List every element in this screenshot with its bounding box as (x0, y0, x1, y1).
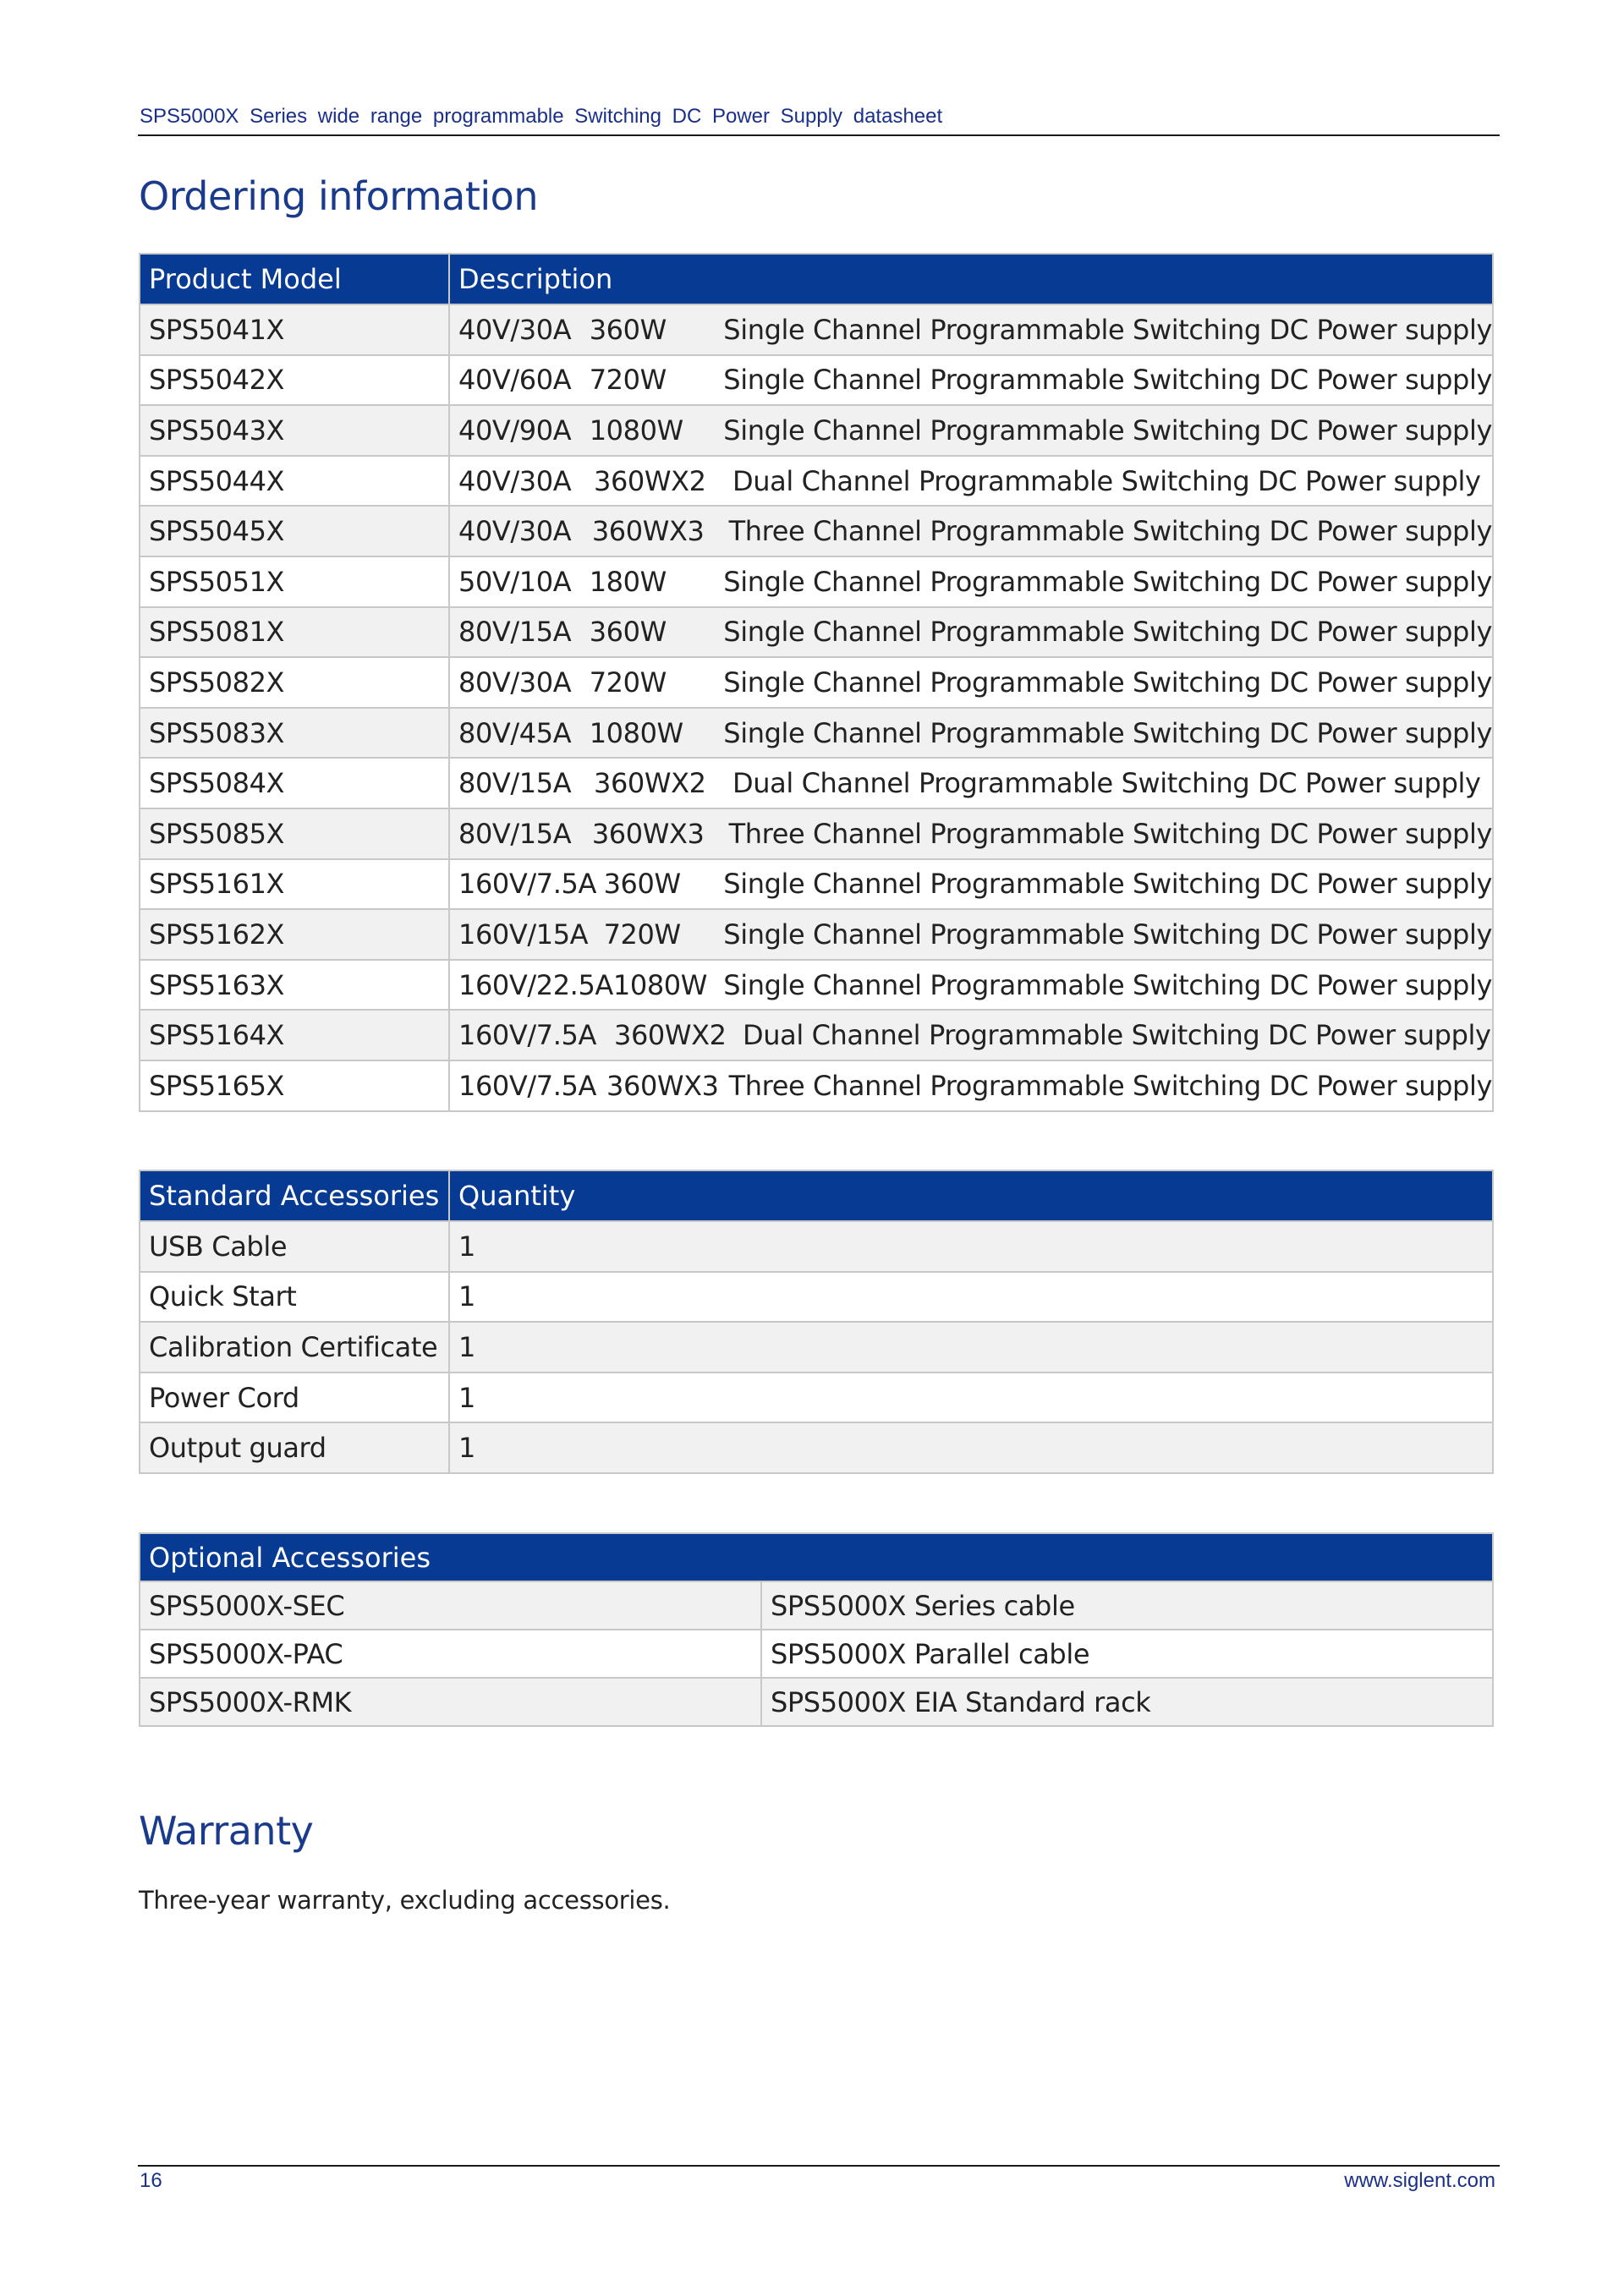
rating-text: 80V/45A (458, 716, 572, 749)
table-row (140, 758, 1493, 808)
power-text: 360W (589, 313, 667, 346)
running-header: SPS5000X Series wide range programmable Switching DC Power Supply datasheet (140, 105, 943, 128)
description-cell (449, 960, 1493, 1011)
description-text: Dual Channel Programmable Switching DC Power supply (732, 464, 1481, 497)
product-model-cell: SPS5165X (140, 1060, 449, 1111)
description-text: Single Channel Programmable Switching DC Power supply (723, 364, 1492, 397)
rating-text: 80V/15A (458, 817, 572, 850)
description-cell (449, 1010, 1493, 1060)
power-text: 720W (589, 666, 667, 699)
table-row (140, 1373, 1493, 1423)
description-cell (449, 808, 1493, 859)
footer-divider (138, 2165, 1500, 2167)
rating-text: 160V/7.5A (458, 868, 596, 901)
table-row (140, 1581, 1493, 1630)
description-text: Single Channel Programmable Switching DC Power supply (723, 968, 1492, 1001)
ordering-title: Ordering information (139, 173, 538, 219)
description-cell (449, 456, 1493, 507)
description-wrapper (458, 666, 1492, 699)
product-model-cell: SPS5045X (140, 506, 449, 556)
table-row (140, 1272, 1493, 1323)
power-text: 360WX2 (594, 767, 706, 800)
header-divider (138, 134, 1500, 136)
product-model-cell: SPS5161X (140, 859, 449, 910)
rating-text: 50V/10A (458, 565, 572, 598)
table-row (140, 1060, 1493, 1111)
quantity-cell: 1 (449, 1422, 1493, 1473)
col-header-quantity: Quantity (449, 1170, 1493, 1221)
col-header-description: Description (449, 254, 1493, 304)
description-cell (449, 405, 1493, 456)
description-wrapper (458, 969, 1492, 1001)
table-row (140, 556, 1493, 607)
power-text: 360W (603, 868, 681, 901)
description-wrapper (458, 566, 1492, 598)
description-text: Dual Channel Programmable Switching DC Power supply (732, 767, 1481, 800)
description-cell (449, 506, 1493, 556)
product-model-cell: SPS5163X (140, 960, 449, 1011)
description-cell (449, 657, 1493, 708)
product-model-cell: SPS5043X (140, 405, 449, 456)
accessory-name-cell: Power Cord (140, 1373, 449, 1423)
description-cell (449, 607, 1493, 658)
description-wrapper (458, 314, 1492, 346)
rating-text: 40V/60A (458, 364, 572, 397)
standard-accessories-table (139, 1170, 1494, 1474)
description-cell (449, 758, 1493, 808)
description-wrapper (458, 717, 1492, 749)
rating-text: 40V/30A (458, 464, 572, 497)
product-model-cell: SPS5162X (140, 909, 449, 960)
table-row (140, 859, 1493, 910)
product-model-cell: SPS5042X (140, 355, 449, 406)
description-text: Single Channel Programmable Switching DC Power supply (723, 414, 1492, 447)
description-cell (449, 556, 1493, 607)
description-text: Single Channel Programmable Switching DC Power supply (723, 918, 1492, 951)
description-text: Single Channel Programmable Switching DC Power supply (723, 616, 1492, 649)
table-row (140, 1010, 1493, 1060)
description-text: Single Channel Programmable Switching DC Power supply (723, 716, 1492, 749)
description-text: Single Channel Programmable Switching DC Power supply (723, 313, 1492, 346)
table-row (140, 1422, 1493, 1473)
part-number-cell: SPS5000X-PAC (140, 1630, 761, 1678)
product-model-cell: SPS5041X (140, 304, 449, 355)
rating-text: 80V/30A (458, 666, 572, 699)
rating-text: 160V/22.5A (458, 968, 613, 1001)
accessory-name-cell: Output guard (140, 1422, 449, 1473)
table-row (140, 657, 1493, 708)
description-wrapper (458, 1070, 1492, 1102)
description-text: Three Channel Programmable Switching DC Power supply (728, 515, 1492, 548)
power-text: 1080W (589, 414, 683, 447)
table-row (140, 355, 1493, 406)
page-number: 16 (140, 2169, 162, 2192)
col-header-standard-accessories: Standard Accessories (140, 1170, 449, 1221)
col-header-product-model: Product Model (140, 254, 449, 304)
accessory-name-cell: USB Cable (140, 1221, 449, 1272)
description-wrapper (458, 818, 1492, 850)
description-text: Three Channel Programmable Switching DC Power supply (728, 1069, 1492, 1102)
optional-accessories-body (140, 1581, 1493, 1726)
description-cell (449, 355, 1493, 406)
table-row (140, 506, 1493, 556)
product-model-cell: SPS5044X (140, 456, 449, 507)
table-row (140, 960, 1493, 1011)
description-cell (449, 304, 1493, 355)
ordering-table (139, 253, 1494, 1112)
rating-text: 40V/30A (458, 515, 572, 548)
quantity-cell: 1 (449, 1221, 1493, 1272)
description-wrapper (458, 414, 1492, 447)
accessory-name-cell: Quick Start (140, 1272, 449, 1323)
power-text: 1080W (612, 968, 707, 1001)
description-wrapper (458, 616, 1492, 648)
product-model-cell: SPS5082X (140, 657, 449, 708)
rating-text: 80V/15A (458, 767, 572, 800)
power-text: 360WX2 (614, 1019, 727, 1052)
description-cell (449, 859, 1493, 910)
description-text: Single Channel Programmable Switching DC Power supply (723, 868, 1492, 901)
description-wrapper (458, 918, 1492, 951)
optional-accessories-table (139, 1532, 1494, 1727)
description-wrapper (458, 465, 1492, 497)
product-model-cell: SPS5081X (140, 607, 449, 658)
rating-text: 160V/7.5A (458, 1069, 596, 1102)
description-wrapper (458, 515, 1492, 547)
warranty-title: Warranty (139, 1808, 314, 1854)
quantity-cell: 1 (449, 1272, 1493, 1323)
product-model-cell: SPS5083X (140, 708, 449, 759)
rating-text: 80V/15A (458, 616, 572, 649)
quantity-cell: 1 (449, 1322, 1493, 1373)
table-row (140, 1630, 1493, 1678)
description-wrapper (458, 364, 1492, 396)
power-text: 180W (589, 565, 667, 598)
description-text: Single Channel Programmable Switching DC Power supply (723, 666, 1492, 699)
rating-text: 160V/7.5A (458, 1019, 596, 1052)
part-number-cell: SPS5000X-SEC (140, 1581, 761, 1630)
part-description-cell: SPS5000X Series cable (761, 1581, 1493, 1630)
table-row (140, 1678, 1493, 1726)
description-wrapper (458, 1019, 1492, 1051)
power-text: 360W (589, 616, 667, 649)
power-text: 720W (603, 918, 681, 951)
power-text: 360WX3 (606, 1069, 719, 1102)
part-description-cell: SPS5000X Parallel cable (761, 1630, 1493, 1678)
description-wrapper (458, 868, 1492, 900)
rating-text: 160V/15A (458, 918, 589, 951)
accessory-name-cell: Calibration Certificate (140, 1322, 449, 1373)
description-text: Single Channel Programmable Switching DC Power supply (723, 565, 1492, 598)
table-row (140, 708, 1493, 759)
description-wrapper (458, 767, 1492, 799)
table-row (140, 909, 1493, 960)
quantity-cell: 1 (449, 1373, 1493, 1423)
standard-accessories-body (140, 1221, 1493, 1473)
description-cell (449, 708, 1493, 759)
table-row (140, 1221, 1493, 1272)
product-model-cell: SPS5085X (140, 808, 449, 859)
table-row (140, 304, 1493, 355)
power-text: 360WX2 (594, 464, 706, 497)
rating-text: 40V/90A (458, 414, 572, 447)
table-row (140, 607, 1493, 658)
product-model-cell: SPS5051X (140, 556, 449, 607)
power-text: 360WX3 (591, 817, 705, 850)
rating-text: 40V/30A (458, 313, 572, 346)
product-model-cell: SPS5084X (140, 758, 449, 808)
ordering-table-body (140, 304, 1493, 1111)
power-text: 720W (589, 364, 667, 397)
description-text: Three Channel Programmable Switching DC Power supply (728, 817, 1492, 850)
product-model-cell: SPS5164X (140, 1010, 449, 1060)
description-cell (449, 909, 1493, 960)
table-row (140, 405, 1493, 456)
description-cell (449, 1060, 1493, 1111)
footer-url: www.siglent.com (1344, 2169, 1495, 2192)
warranty-text: Three-year warranty, excluding accessories. (139, 1886, 671, 1915)
table-row (140, 456, 1493, 507)
table-row (140, 1322, 1493, 1373)
table-row (140, 808, 1493, 859)
part-description-cell: SPS5000X EIA Standard rack (761, 1678, 1493, 1726)
power-text: 360WX3 (591, 515, 705, 548)
description-text: Dual Channel Programmable Switching DC Power supply (743, 1019, 1491, 1052)
part-number-cell: SPS5000X-RMK (140, 1678, 761, 1726)
power-text: 1080W (589, 716, 683, 749)
col-header-optional-accessories: Optional Accessories (140, 1533, 1493, 1581)
